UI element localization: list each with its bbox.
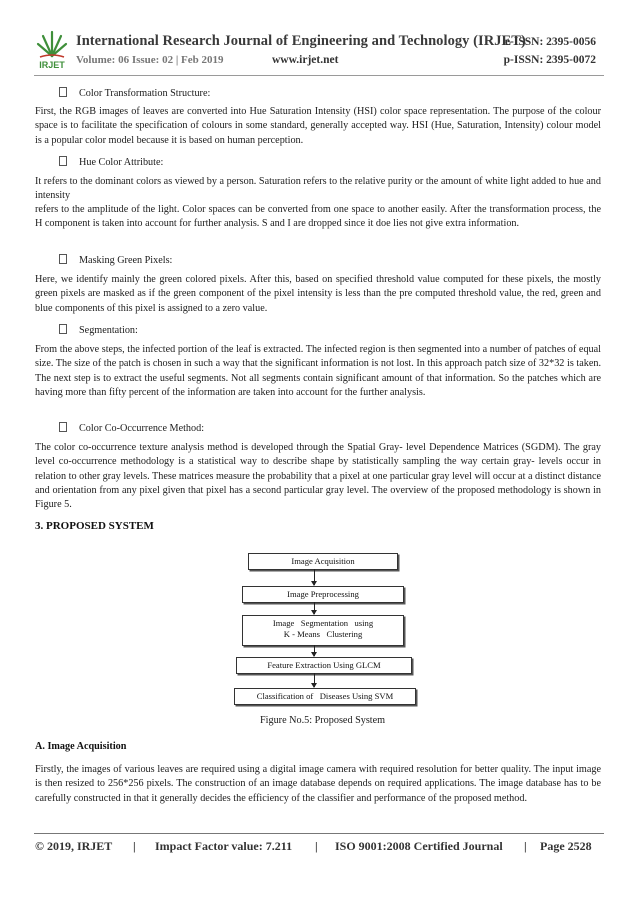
proposed-system-flowchart <box>234 553 424 713</box>
bullet-hue: Hue Color Attribute: <box>59 156 163 170</box>
flow-arrow-icon <box>314 673 315 687</box>
journal-website[interactable]: www.irjet.net <box>272 54 339 66</box>
subsection-heading-image-acquisition: A. Image Acquisition <box>35 741 127 752</box>
flow-step-segmentation-line-2: K - Means Clustering <box>283 629 363 639</box>
flow-step-classification: Classification of Diseases Using SVM <box>234 688 416 705</box>
footer-separator: | <box>315 839 318 853</box>
paragraph-segmentation: From the above steps, the infected portion of the leaf is extracted. The infected region is then segmented into a number of patches of equal size. The size of the patch is chosen in such a way that the significant information is not lost. In this approach patch size of 32*32 is taken. The next step is to extract the useful segments. Not all segments contain significant amount of that information. So the patches which are having more than fifty percent of the information are taken into account for the further analysis. <box>35 344 601 398</box>
volume-issue: Volume: 06 Issue: 02 | Feb 2019 <box>76 54 224 66</box>
flow-step-segmentation-line-1: Image Segmentation using <box>272 618 374 628</box>
footer-copyright: © 2019, IRJET <box>35 839 113 853</box>
e-issn: e-ISSN: 2395-0056 <box>504 36 596 48</box>
footer-separator: | <box>524 839 527 853</box>
bullet-co-occurrence: Color Co-Occurrence Method: <box>59 422 204 436</box>
flow-arrow-icon <box>314 602 315 614</box>
figure-caption: Figure No.5: Proposed System <box>260 715 386 726</box>
paragraph-hue-2: refers to the amplitude of the light. Color spaces can be converted from one space to another easily. After the transformation process, the H component is taken into account for further analysis. S and I are dropped since it doe lies not give extra information. <box>35 204 601 230</box>
paragraph-co-occurrence: The color co-occurrence texture analysis method is developed through the Spatial Gray- level Dependence Matrices (SGDM). The gray level co-occurrence methodology is a statistical way to describe shape by statistically sampling the way certain gray- levels occur in relation to other gray levels. These matrices measure the probability that a pixel at one particular gray level will occur at a distinct distance and orientation from any pixel given that pixel has a second particular gray level. The overview of the proposed methodology is shown in Figure 5. <box>35 442 601 511</box>
paragraph-image-acquisition: Firstly, the images of various leaves are required using a digital image camera with required resolution for better quality. The input image is then resized to 256*256 pixels. The construction of an image database depends on required applications. The image database has to be carefully constructed in that it generally decides the efficiency of the classifier and performance of the proposed method. <box>35 764 601 804</box>
bullet-box-icon <box>59 254 67 264</box>
flow-step-image-acquisition: Image Acquisition <box>248 553 398 570</box>
bullet-box-icon <box>59 156 67 166</box>
paragraph-color-transformation: First, the RGB images of leaves are converted into Hue Saturation Intensity (HSI) color space representation. The purpose of the colour space is to facilitate the specification of colours in some standard, generally accepted way. HSI (Hue, Saturation, Intensity) colour model is a popular color model because it is based on human perception. <box>35 106 601 146</box>
flow-step-segmentation <box>242 615 404 646</box>
paragraph-hue-1: It refers to the dominant colors as viewed by a person. Saturation refers to the relative purity or the amount of white light added to hue and intensity <box>35 176 601 202</box>
flow-step-image-preprocessing: Image Preprocessing <box>242 586 404 603</box>
footer-separator: | <box>133 839 136 853</box>
header-divider <box>34 75 604 76</box>
footer-impact-factor: Impact Factor value: 7.211 <box>155 839 293 853</box>
flow-arrow-icon <box>314 569 315 585</box>
bullet-color-transformation: Color Transformation Structure: <box>59 87 210 101</box>
footer-divider <box>34 833 604 834</box>
section-heading-proposed-system: 3. PROPOSED SYSTEM <box>35 520 154 532</box>
paragraph-masking: Here, we identify mainly the green colored pixels. After this, based on specified threshold value computed for these pixels, the mostly green pixels are masked as if the green component of the pixel intensity is less than the pre computed threshold value, the red, green and blue components of this pixel is assigned to a zero value. <box>35 274 601 314</box>
footer-iso-certification: ISO 9001:2008 Certified Journal <box>335 839 503 853</box>
flow-arrow-icon <box>314 645 315 656</box>
irjet-logo-icon <box>34 26 70 70</box>
p-issn: p-ISSN: 2395-0072 <box>503 54 596 66</box>
bullet-box-icon <box>59 324 67 334</box>
logo-text: IRJET <box>39 60 65 70</box>
flow-step-feature-extraction: Feature Extraction Using GLCM <box>236 657 412 674</box>
bullet-segmentation: Segmentation: <box>59 324 138 338</box>
footer-page-number: Page 2528 <box>540 839 592 853</box>
bullet-masking: Masking Green Pixels: <box>59 254 172 268</box>
bullet-box-icon <box>59 87 67 97</box>
journal-title: International Research Journal of Engineering and Technology (IRJET) <box>76 33 526 49</box>
bullet-box-icon <box>59 422 67 432</box>
page-header <box>0 0 638 78</box>
